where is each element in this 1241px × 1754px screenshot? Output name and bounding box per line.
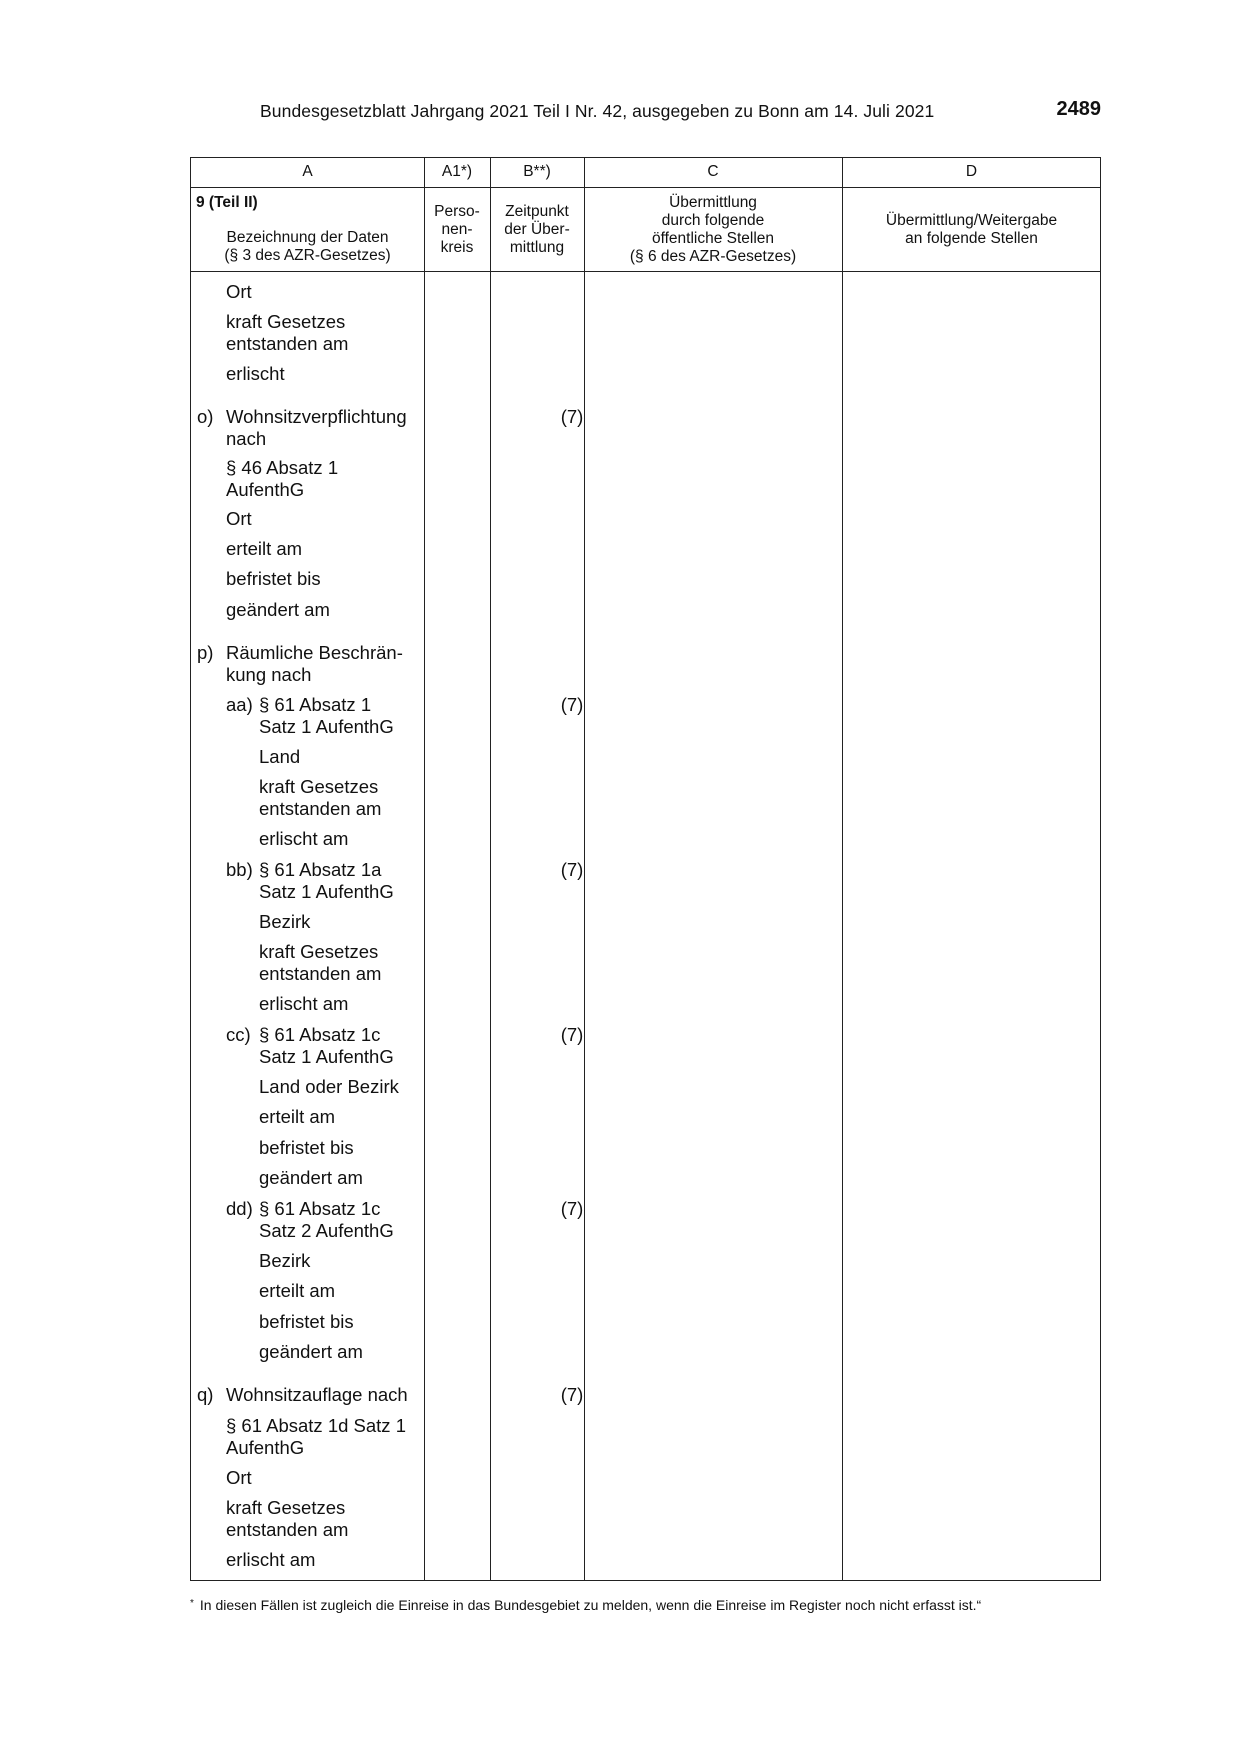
column-divider bbox=[424, 158, 425, 1580]
item-aa-kraft: kraft Gesetzes entstanden am bbox=[259, 776, 382, 819]
column-letter-b: B**) bbox=[523, 163, 551, 180]
col-d-header: Übermittlung/Weitergabe an folgende Stellen bbox=[885, 212, 1058, 247]
row-divider bbox=[191, 271, 1100, 272]
item-marker-o: o) bbox=[197, 406, 214, 427]
item-q-title: Wohnsitzauflage nach bbox=[226, 1384, 408, 1405]
item-o-title: Wohnsitzverpflichtung nach bbox=[226, 406, 407, 449]
item-cc-befristet: befristet bis bbox=[259, 1137, 354, 1158]
running-head-text: Bundesgesetzblatt Jahrgang 2021 Teil I Nr. 42, ausgegeben zu Bonn am 14. Juli 2021 bbox=[260, 101, 935, 121]
item-cc-land: Land oder Bezirk bbox=[259, 1076, 399, 1097]
item-p-title: Räumliche Beschrän- kung nach bbox=[226, 642, 403, 685]
item-marker-dd: dd) bbox=[226, 1198, 253, 1219]
b-value-aa: (7) bbox=[560, 694, 584, 715]
footnote-text: In diesen Fällen ist zugleich die Einreise in das Bundesgebiet zu melden, wenn die Einreise im Register noch nicht erfasst ist.“ bbox=[199, 1597, 982, 1613]
item-q-erlischt: erlischt am bbox=[226, 1549, 316, 1570]
item-o-erteilt: erteilt am bbox=[226, 538, 303, 559]
running-header bbox=[190, 100, 1101, 128]
item-q-ort: Ort bbox=[226, 1467, 252, 1488]
item-dd-befristet: befristet bis bbox=[259, 1311, 354, 1332]
item-cc-title: § 61 Absatz 1c Satz 1 AufenthG bbox=[259, 1024, 394, 1067]
col-a-header: Bezeichnung der Daten (§ 3 des AZR-Gesetzes) bbox=[224, 229, 391, 264]
item-kraft-gesetzes: kraft Gesetzes entstanden am bbox=[226, 311, 349, 354]
column-divider bbox=[490, 158, 491, 1580]
item-bb-kraft: kraft Gesetzes entstanden am bbox=[259, 941, 382, 984]
item-bb-bezirk: Bezirk bbox=[259, 911, 311, 932]
item-o-ort: Ort bbox=[226, 508, 252, 529]
item-dd-title: § 61 Absatz 1c Satz 2 AufenthG bbox=[259, 1198, 394, 1241]
footnote bbox=[190, 1597, 981, 1613]
item-cc-erteilt: erteilt am bbox=[259, 1106, 336, 1127]
item-marker-q: q) bbox=[197, 1384, 214, 1405]
item-cc-geaendert: geändert am bbox=[259, 1167, 363, 1188]
column-divider bbox=[842, 158, 843, 1580]
page-number: 2489 bbox=[1056, 98, 1101, 120]
b-value-o: (7) bbox=[560, 406, 584, 427]
item-dd-bezirk: Bezirk bbox=[259, 1250, 311, 1271]
item-marker-bb: bb) bbox=[226, 859, 253, 880]
item-erlischt: erlischt bbox=[226, 363, 285, 384]
col-c-header: Übermittlung durch folgende öffentliche Stellen (§ 6 des AZR-Gesetzes) bbox=[629, 194, 797, 265]
b-value-q: (7) bbox=[560, 1384, 584, 1405]
section-label: 9 (Teil II) bbox=[196, 194, 258, 211]
b-value-dd: (7) bbox=[560, 1198, 584, 1219]
column-letter-a1: A1*) bbox=[441, 163, 473, 180]
item-marker-cc: cc) bbox=[226, 1024, 251, 1045]
b-value-bb: (7) bbox=[560, 859, 584, 880]
footnote-marker: * bbox=[190, 1598, 194, 1609]
item-o-befristet: befristet bis bbox=[226, 568, 321, 589]
item-bb-title: § 61 Absatz 1a Satz 1 AufenthG bbox=[259, 859, 394, 902]
item-bb-erlischt: erlischt am bbox=[259, 993, 349, 1014]
item-o-paragraph: § 46 Absatz 1 AufenthG bbox=[226, 457, 339, 500]
item-aa-erlischt: erlischt am bbox=[259, 828, 349, 849]
item-marker-p: p) bbox=[197, 642, 214, 663]
item-ort: Ort bbox=[226, 281, 252, 302]
column-letter-d: D bbox=[965, 163, 978, 180]
column-letter-c: C bbox=[707, 163, 719, 180]
data-table bbox=[190, 157, 1101, 1581]
row-divider bbox=[191, 187, 1100, 188]
item-q-paragraph: § 61 Absatz 1d Satz 1 AufenthG bbox=[226, 1415, 406, 1458]
column-letter-a: A bbox=[302, 163, 313, 180]
col-b-header: Zeitpunkt der Über- mittlung bbox=[504, 203, 570, 256]
item-aa-land: Land bbox=[259, 746, 301, 767]
item-aa-title: § 61 Absatz 1 Satz 1 AufenthG bbox=[259, 694, 394, 737]
item-dd-geaendert: geändert am bbox=[259, 1341, 363, 1362]
item-q-kraft: kraft Gesetzes entstanden am bbox=[226, 1497, 349, 1540]
col-a1-header: Perso- nen- kreis bbox=[434, 203, 480, 256]
item-marker-aa: aa) bbox=[226, 694, 253, 715]
b-value-cc: (7) bbox=[560, 1024, 584, 1045]
item-o-geaendert: geändert am bbox=[226, 599, 330, 620]
item-dd-erteilt: erteilt am bbox=[259, 1280, 336, 1301]
